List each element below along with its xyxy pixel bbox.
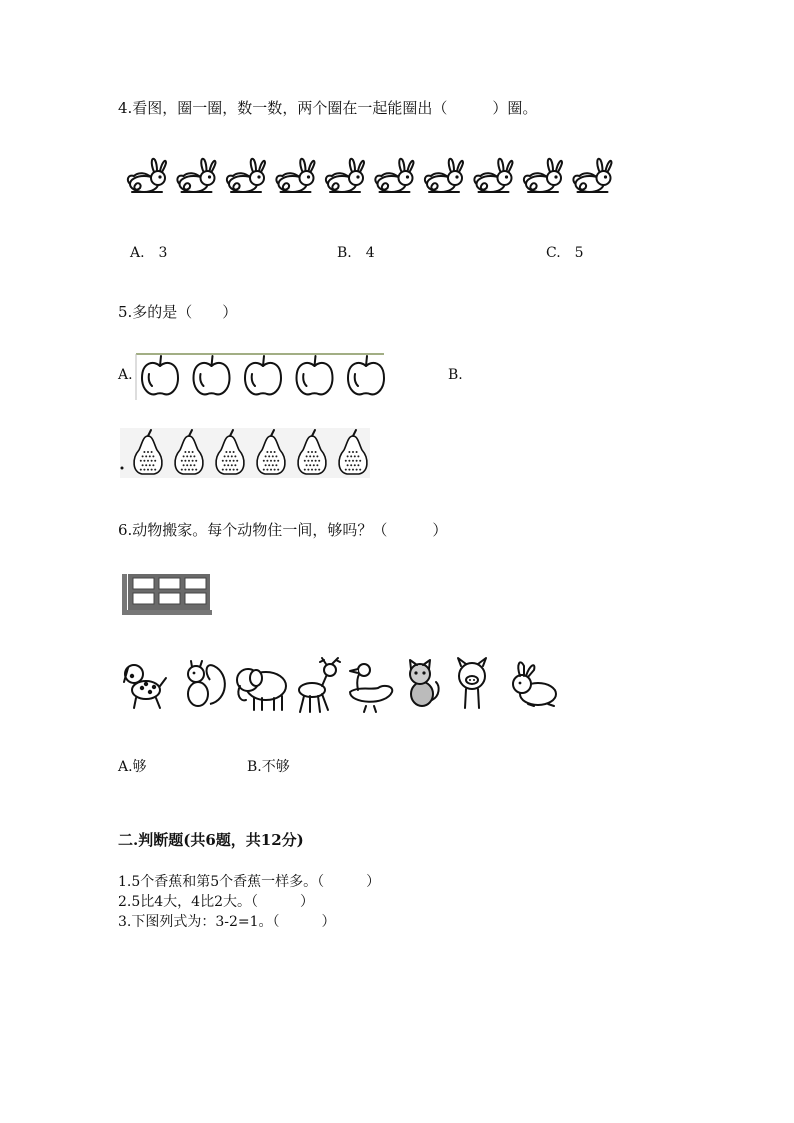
elephant-icon: [237, 669, 286, 710]
rabbit-icon: [573, 159, 611, 192]
question-4-text: 4.看图，圈一圈，数一数，两个圈在一起能圈出（ ）圈。: [118, 99, 538, 117]
room-window: [133, 578, 154, 589]
apartment-building-icon: [120, 572, 212, 616]
question-5-text: 5.多的是（ ）: [118, 303, 238, 321]
cat-icon: [410, 660, 439, 706]
rabbit-icon: [177, 159, 215, 192]
duck-icon: [350, 664, 392, 712]
pig-icon: [458, 658, 486, 708]
section-2-title: 二.判断题(共6题，共12分): [118, 831, 304, 849]
room-window: [159, 593, 180, 604]
question-6-option-b[interactable]: B.不够: [247, 759, 290, 775]
question-6-text: 6.动物搬家。每个动物住一间，够吗？（ ）: [118, 521, 448, 539]
question-6-option-a[interactable]: A.够: [118, 759, 147, 775]
room-window: [159, 578, 180, 589]
room-window: [185, 578, 206, 589]
rabbit-icon: [276, 159, 314, 192]
rabbit-icon: [513, 662, 556, 706]
rabbit-row: [122, 152, 622, 202]
judgement-item-1: 1.5个香蕉和第5个香蕉一样多。（ ）: [118, 874, 381, 890]
question-4-option-c[interactable]: C. 5: [546, 245, 584, 261]
apple-icon: [348, 356, 384, 394]
rabbit-icon: [474, 159, 512, 192]
animal-row: [120, 654, 570, 714]
dog-icon: [124, 665, 166, 708]
room-window: [133, 593, 154, 604]
rabbit-icon: [524, 159, 562, 192]
apple-icon: [245, 356, 281, 394]
question-5-option-a[interactable]: A.: [118, 367, 133, 383]
apple-row: [134, 352, 386, 402]
judgement-item-3: 3.下图列式为：3-2=1。（ ）: [118, 914, 336, 930]
judgement-item-2: 2.5比4大，4比2大。（ ）: [118, 894, 314, 910]
apple-icon: [194, 356, 230, 394]
rabbit-icon: [128, 159, 166, 192]
rabbit-icon: [425, 159, 463, 192]
rabbit-icon: [227, 159, 265, 192]
deer-icon: [299, 658, 340, 712]
question-4-option-b[interactable]: B. 4: [337, 245, 375, 261]
pear-row: [120, 428, 370, 480]
room-window: [185, 593, 206, 604]
apple-icon: [142, 356, 178, 394]
question-5-option-b[interactable]: B.: [448, 367, 463, 383]
squirrel-icon: [188, 661, 225, 706]
apple-icon: [297, 356, 333, 394]
rabbit-icon: [326, 159, 364, 192]
question-4-option-a[interactable]: A. 3: [130, 245, 168, 261]
rabbit-icon: [375, 159, 413, 192]
